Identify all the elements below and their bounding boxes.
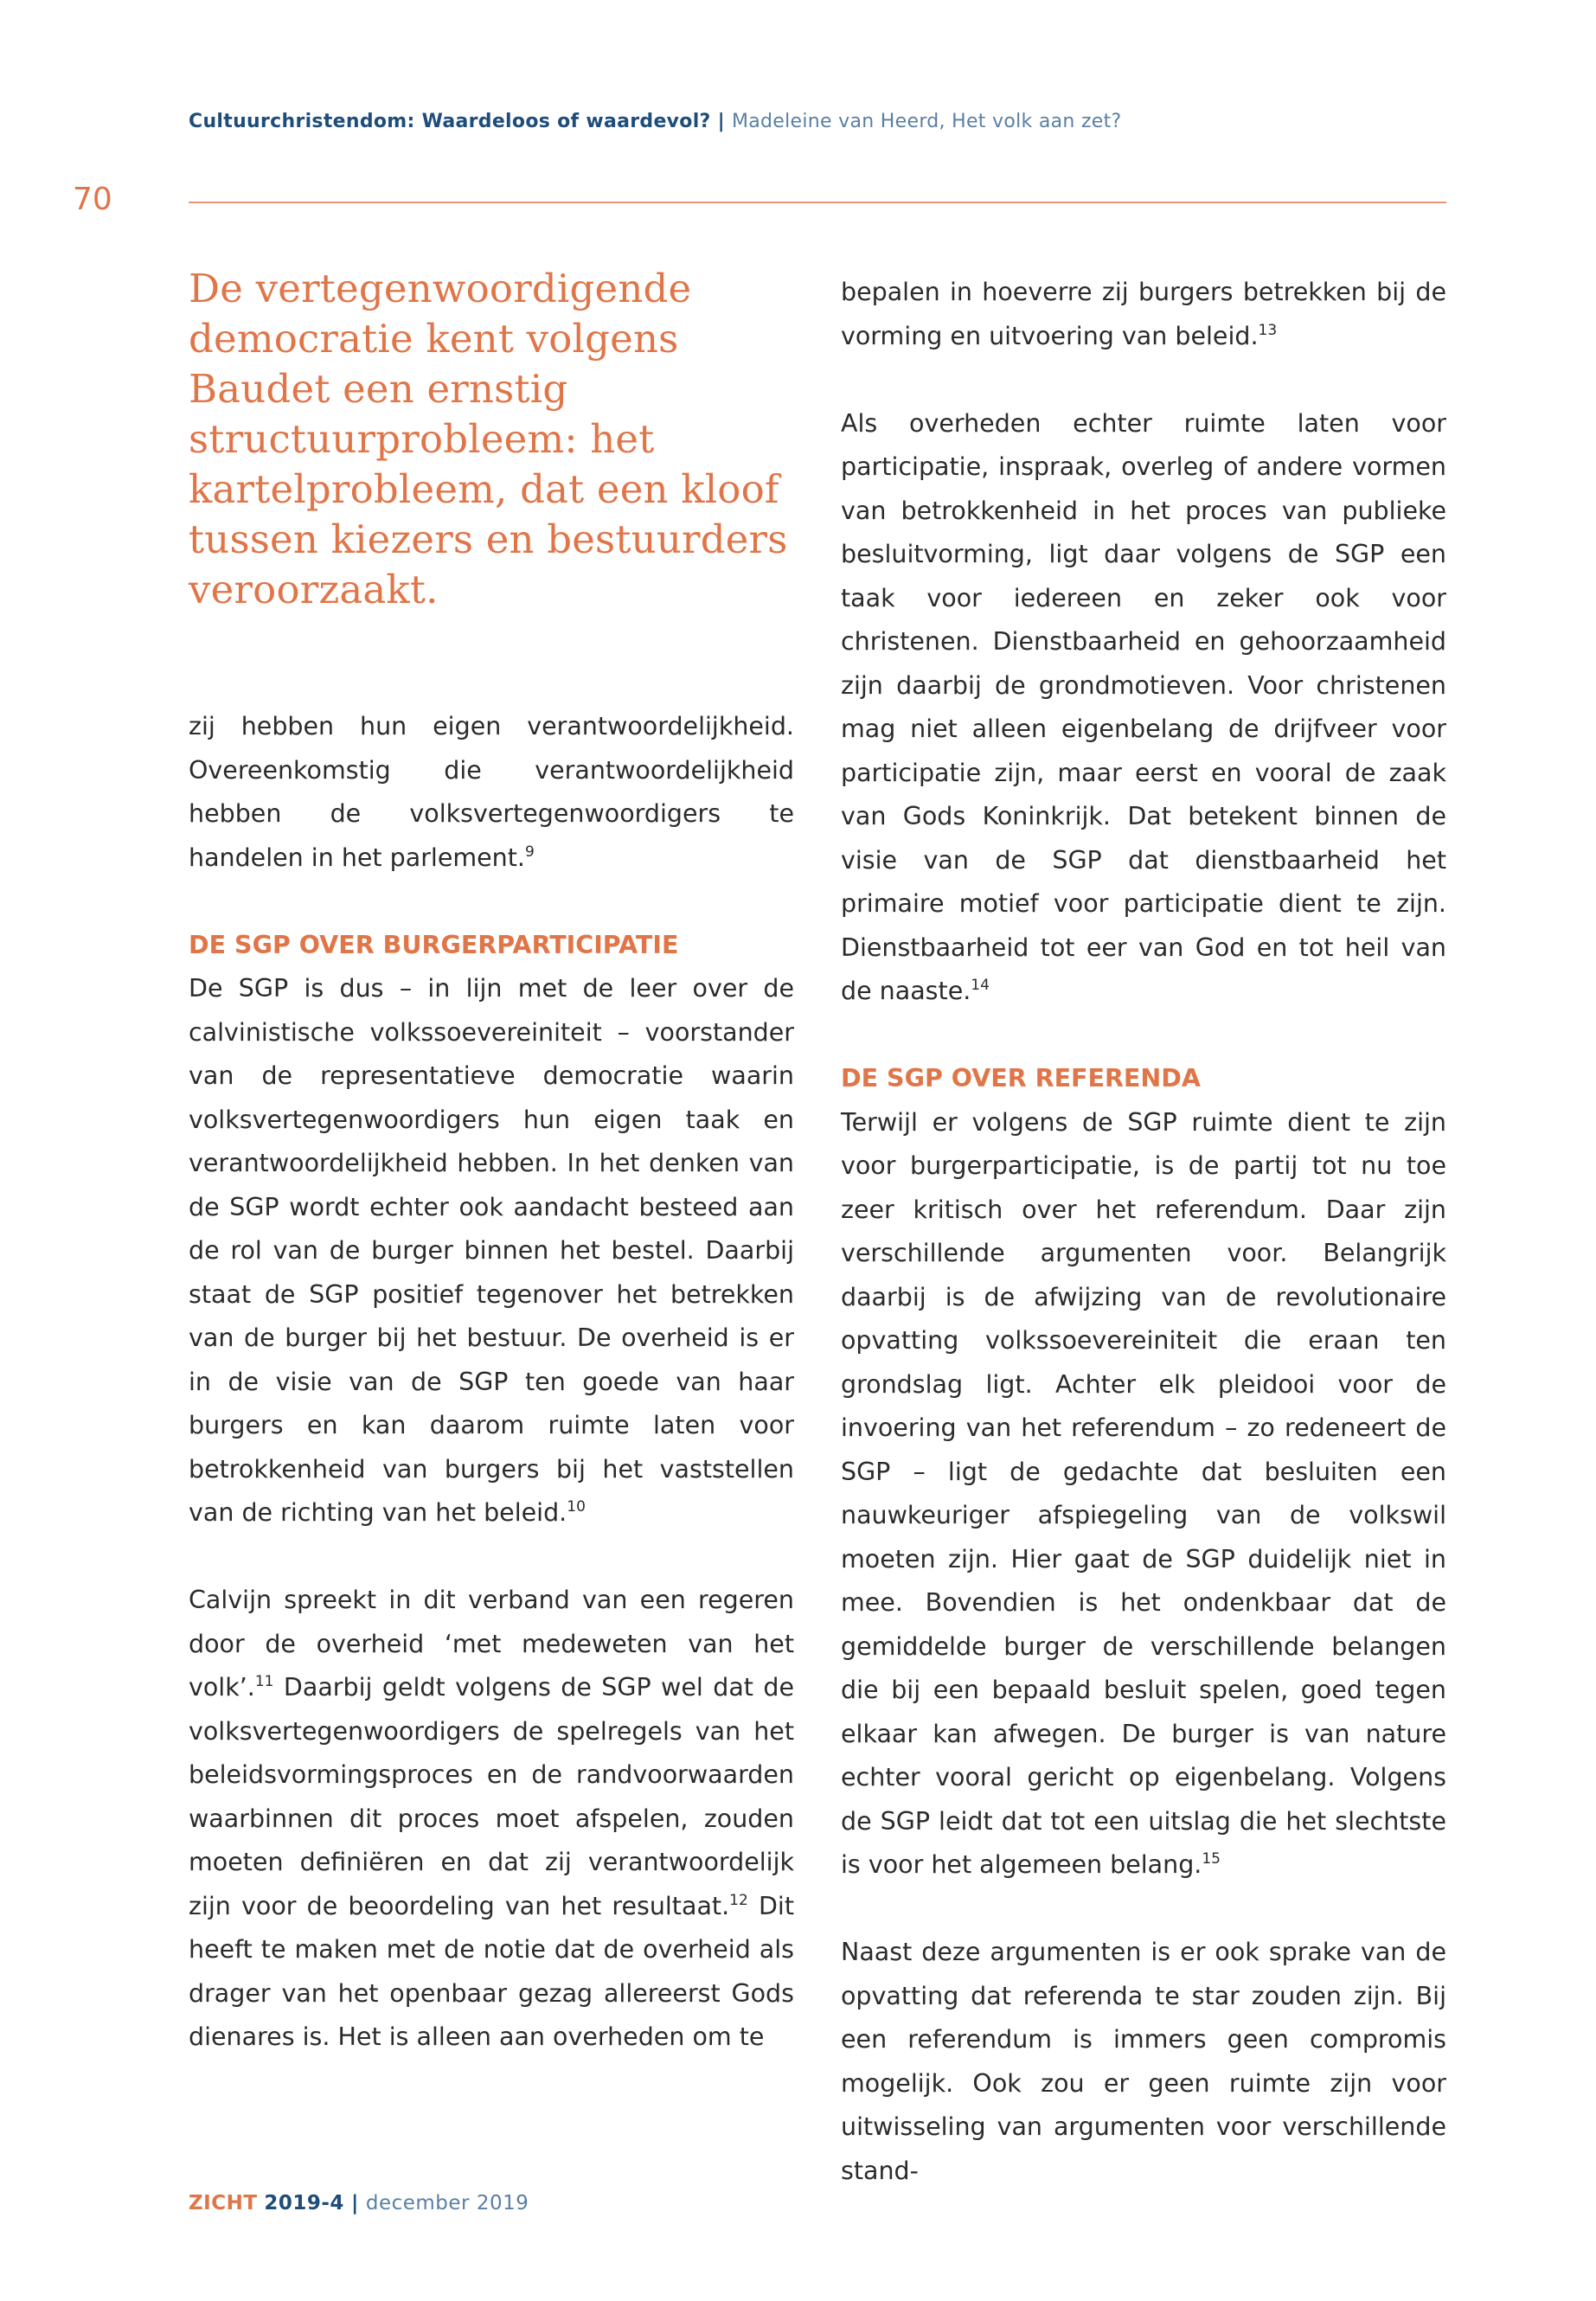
running-header [189,111,1443,132]
paragraph-text: Dit heeft te maken met de notie dat de overheid als drager van het openbaar gezag allereerst Gods dienares is. Het is alleen aan overheden om te [189,1891,794,2051]
page-number: 70 [73,182,112,217]
left-column [189,705,794,2060]
paragraph [189,705,794,880]
header-separator: | [717,111,725,132]
issue-number: 2019-4 [264,2192,344,2214]
paragraph-text: Naast deze argumenten is er ook sprake van de opvatting dat referenda te star zouden zijn. Bij een referendum is immers geen compromis mogelijk. Ook zou er geen ruimte zijn voor uitwisseling van argumenten voor verschillende stand- [841,1938,1446,2185]
paragraph [841,1101,1446,1888]
footer-separator: | [350,2192,359,2214]
issue-date: december 2019 [365,2192,529,2214]
right-column [841,271,1446,2193]
paragraph [841,271,1446,358]
footnote-ref: 12 [729,1891,748,1909]
footnote-ref: 13 [1258,321,1278,339]
magazine-name: ZICHT [189,2192,258,2214]
paragraph-text: Terwijl er volgens de SGP ruimte dient te zijn voor burgerparticipatie, is de partij tot nu toe zeer kritisch over het referendum. Daar zijn verschillende argumenten voor. Belangrijk daarbij is de afwijzing van de revolutionaire opvatting volkssoevereiniteit die eraan ten grondslag ligt. Achter elk pleidooi voor de invoering van het referendum – zo redeneert de SGP – ligt de gedachte dat besluiten een nauwkeuriger afspiegeling van de volkswil moeten zijn. Hier gaat de SGP duidelijk niet in mee. Bovendien is het ondenkbaar dat de gemiddelde burger de verschillende belangen die bij een bepaald besluit spelen, goed tegen elkaar kan afwegen. De burger is van nature echter vooral gericht op eigenbelang. Volgens de SGP leidt dat tot een uitslag die het slechtste is voor het algemeen belang. [841,1107,1446,1879]
footnote-ref: 10 [567,1498,586,1516]
footnote-ref: 9 [524,843,535,861]
footnote-ref: 15 [1202,1850,1221,1868]
paragraph-text: bepalen in hoeverre zij burgers betrekken bij de vorming en uitvoering van beleid. [841,278,1446,350]
footer [189,2192,529,2214]
paragraph [841,1931,1446,2193]
header-rule [189,202,1446,203]
footnote-ref: 11 [254,1673,274,1690]
footnote-ref: 14 [971,977,990,994]
paragraph-text: zij hebben hun eigen verantwoordelijkheid. Overeenkomstig die verantwoordelijkheid hebben de volksvertegenwoordigers te handelen in het parlement. [189,712,794,872]
article-reference: Madeleine van Heerd, Het volk aan zet? [731,111,1122,132]
paragraph-text: De SGP is dus – in lijn met de leer over de calvinistische volkssoevereiniteit – voorstander van de representatieve democratie waarin volksvertegenwoordigers hun eigen taak en verantwoordelijkheid hebben. In het denken van de SGP wordt echter ook aandacht besteed aan de rol van de burger binnen het bestel. Daarbij staat de SGP positief tegenover het betrekken van de burger bij het bestuur. De overheid is er in de visie van de SGP ten goede van haar burgers en kan daarom ruimte laten voor betrokkenheid van burgers bij het vaststellen van de richting van het beleid. [189,974,794,1527]
series-title: Cultuurchristendom: Waardeloos of waardevol? [189,111,711,132]
paragraph [189,967,794,1535]
section-heading: DE SGP OVER REFERENDA [841,1064,1201,1093]
paragraph [841,402,1446,1014]
paragraph-text: Calvijn spreekt in dit verband van een regeren door de overheid ‘met medeweten van het volk’. [189,1586,794,1702]
section-heading: DE SGP OVER BURGERPARTICIPATIE [189,930,679,959]
paragraph-text: Daarbij geldt volgens de SGP wel dat de volksvertegenwoordigers de spelregels van het beleidsvormingsproces en de randvoorwaarden waarbinnen dit proces moet afspelen, zouden moeten definiëren en dat zij verantwoordelijk zijn voor de beoordeling van het resultaat. [189,1673,794,1920]
pull-quote: De vertegenwoordigende democratie kent volgens Baudet een ernstig structuurprobleem: het kartelprobleem, dat een kloof tussen kiezers en bestuurders veroorzaakt. [189,266,788,612]
paragraph-text: Als overheden echter ruimte laten voor participatie, inspraak, overleg of andere vormen van betrokkenheid in het proces van publieke besluitvorming, ligt daar volgens de SGP een taak voor iedereen en zeker ook voor christenen. Dienstbaarheid en gehoorzaamheid zijn daarbij de grondmotieven. Voor christenen mag niet alleen eigenbelang de drijfveer voor participatie zijn, maar eerst en vooral de zaak van Gods Koninkrijk. Dat betekent binnen de visie van de SGP dat dienstbaarheid het primaire motief voor participatie dient te zijn. Dienstbaarheid tot eer van God en tot heil van de naaste. [841,408,1446,1005]
paragraph [189,1579,794,2060]
